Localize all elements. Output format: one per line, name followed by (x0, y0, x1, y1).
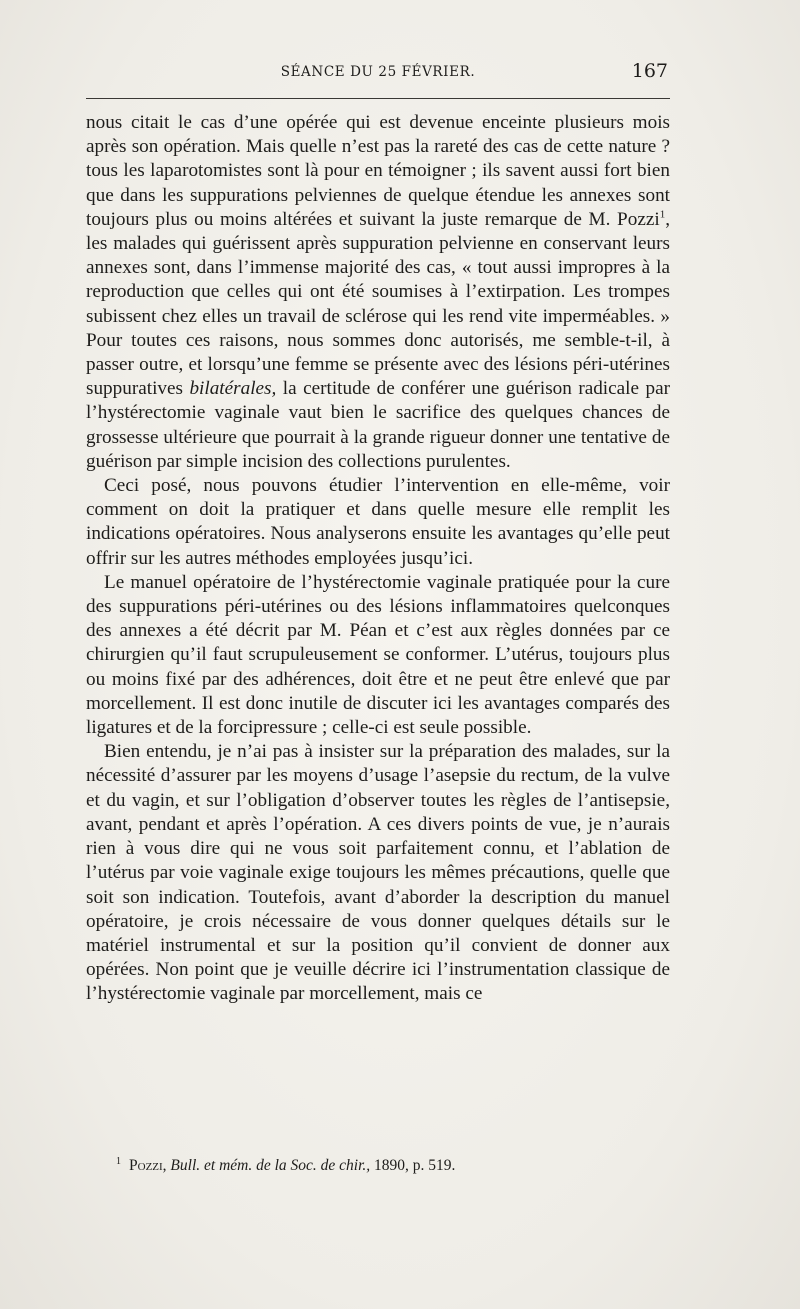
footnote-source: Bull. et mém. de la Soc. de chir., (170, 1157, 371, 1174)
paragraph-1-text-b: , les malades qui guérissent après suppuration pelvienne en conservant leurs annexes sont, dans l’immense majorité des cas, « tout aussi impropres à la reproduction que celles qui ont été soumises à l’extirpation. Les trompes subissent chez elles un travail de sclérose qui les rend vite imperméables. » Pour toutes ces raisons, nous sommes donc autorisés, me semble-t-il, à passer outre, et lorsqu’une femme se présente avec des lésions péri-utérines suppuratives (86, 208, 670, 400)
paragraph-1-text-a: nous citait le cas d’une opérée qui est devenue enceinte plusieurs mois après son opération. Mais quelle n’est pas la rareté des cas de cette nature ? tous les laparotomistes sont là pour en témoigner ; ils savent aussi fort bien que dans les suppurations pelviennes de quelque étendue les annexes sont toujours plus ou moins altérées et suivant la juste remarque de M. Pozzi (86, 112, 670, 230)
paragraph-3: Le manuel opératoire de l’hystérectomie vaginale pratiquée pour la cure des suppurations péri-utérines ou des lésions inflammatoires quelconques des annexes a été décrit par M. Péan et c’est aux règles données par ce chirurgien qu’il faut scrupuleusement se conformer. L’utérus, toujours plus ou moins fixé par des adhérences, doit être et ne peut être enlevé que par morcellement. Il est donc inutile de discuter ici les avantages comparés des ligatures et de la forcipressure ; celle-ci est seule possible. (86, 571, 670, 739)
footnote-reference: 1 (659, 208, 666, 221)
paragraph-4: Bien entendu, je n’ai pas à insister sur la préparation des malades, sur la nécessité d’assurer par les moyens d’usage l’asepsie du rectum, de la vulve et du vagin, et sur l’obligation d’observer toutes les règles de l’antisepsie, avant, pendant et après l’opération. A ces divers points de vue, je n’aurais rien à vous dire qui ne vous soit parfaitement connu, et l’ablation de l’utérus par voie vaginale exige toujours les mêmes précautions, quelle que soit son indication. Toutefois, avant d’aborder la description du manuel opératoire, je crois nécessaire de vous donner quelques détails sur le matériel instrumental et sur la position qu’il convient de donner aux opérées. Non point que je veuille décrire ici l’instrumentation classique de l’hystérectomie vaginale par morcellement, mais ce (86, 741, 670, 1005)
header-rule (86, 98, 670, 99)
page-number: 167 (631, 60, 668, 82)
footnote (116, 1156, 676, 1176)
paragraph-1 (86, 111, 670, 474)
page-header (86, 60, 670, 90)
paragraph-1-emphasis: bilatérales, (189, 378, 277, 400)
body-text (86, 111, 670, 1007)
paragraph-2: Ceci posé, nous pouvons étudier l’intervention en elle-même, voir comment on doit la pratiquer et dans quelle mesure elle remplit les indications opératoires. Nous analyserons ensuite les avantages qu’elle peut offrir sur les autres méthodes employées jusqu’ici. (86, 475, 670, 569)
footnote-number: 1 (116, 1155, 121, 1167)
running-title: SÉANCE DU 25 FÉVRIER. (280, 64, 476, 80)
footnote-author: Pozzi, (129, 1157, 167, 1174)
footnote-details: 1890, p. 519. (374, 1157, 456, 1174)
paragraph-1-text-c: la certitude de conférer une guérison radicale par l’hystérectomie vaginale vaut bien le sacrifice des quelques chances de grossesse ultérieure que pourrait à la grande rigueur donner une tentative de guérison par simple incision des collections purulentes. (86, 378, 670, 472)
